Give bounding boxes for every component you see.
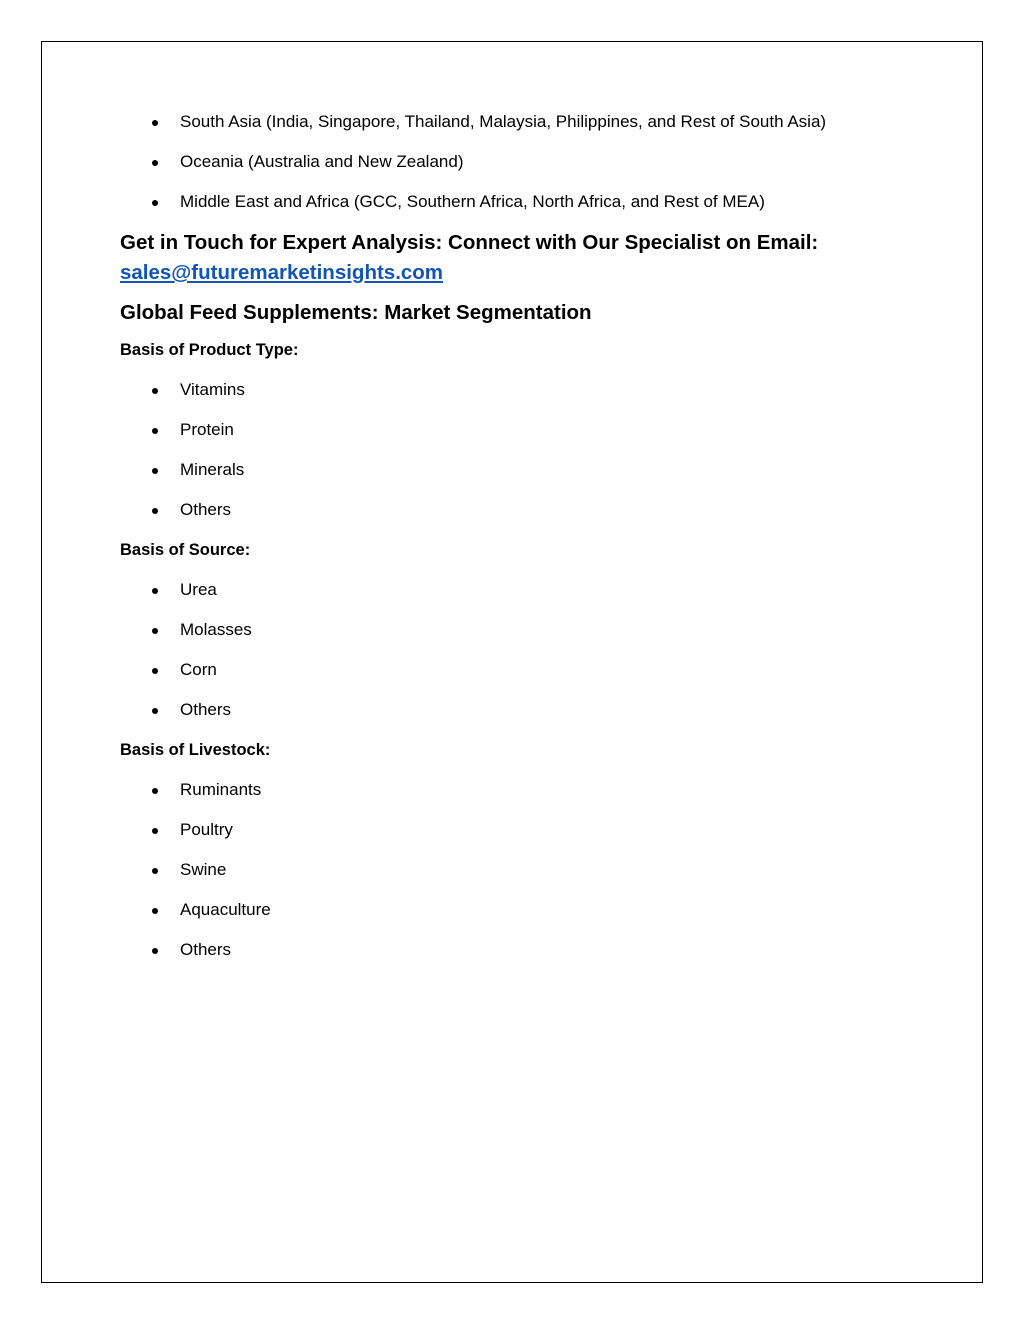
contact-paragraph <box>120 228 920 288</box>
list-item: Middle East and Africa (GCC, Southern Africa, North Africa, and Rest of MEA) <box>120 192 920 212</box>
source-list <box>120 580 920 720</box>
list-item: Others <box>120 500 920 520</box>
email-link[interactable]: sales@futuremarketinsights.com <box>120 261 444 284</box>
document-content <box>120 112 920 980</box>
list-item: Others <box>120 700 920 720</box>
product-type-list <box>120 380 920 520</box>
product-type-heading: Basis of Product Type: <box>120 341 299 359</box>
list-item: Urea <box>120 580 920 600</box>
segmentation-heading: Global Feed Supplements: Market Segmentation <box>120 301 592 324</box>
livestock-heading: Basis of Livestock: <box>120 741 271 759</box>
list-item: Swine <box>120 860 920 880</box>
list-item: Ruminants <box>120 780 920 800</box>
list-item: Minerals <box>120 460 920 480</box>
list-item: South Asia (India, Singapore, Thailand, Malaysia, Philippines, and Rest of South Asia) <box>120 112 920 132</box>
source-heading: Basis of Source: <box>120 541 251 559</box>
list-item: Oceania (Australia and New Zealand) <box>120 152 920 172</box>
livestock-list <box>120 780 920 960</box>
contact-text: Get in Touch for Expert Analysis: Connect with Our Specialist on Email: <box>120 231 819 254</box>
list-item: Poultry <box>120 820 920 840</box>
list-item: Molasses <box>120 620 920 640</box>
region-list <box>120 112 920 212</box>
list-item: Protein <box>120 420 920 440</box>
list-item: Others <box>120 940 920 960</box>
list-item: Aquaculture <box>120 900 920 920</box>
list-item: Vitamins <box>120 380 920 400</box>
list-item: Corn <box>120 660 920 680</box>
